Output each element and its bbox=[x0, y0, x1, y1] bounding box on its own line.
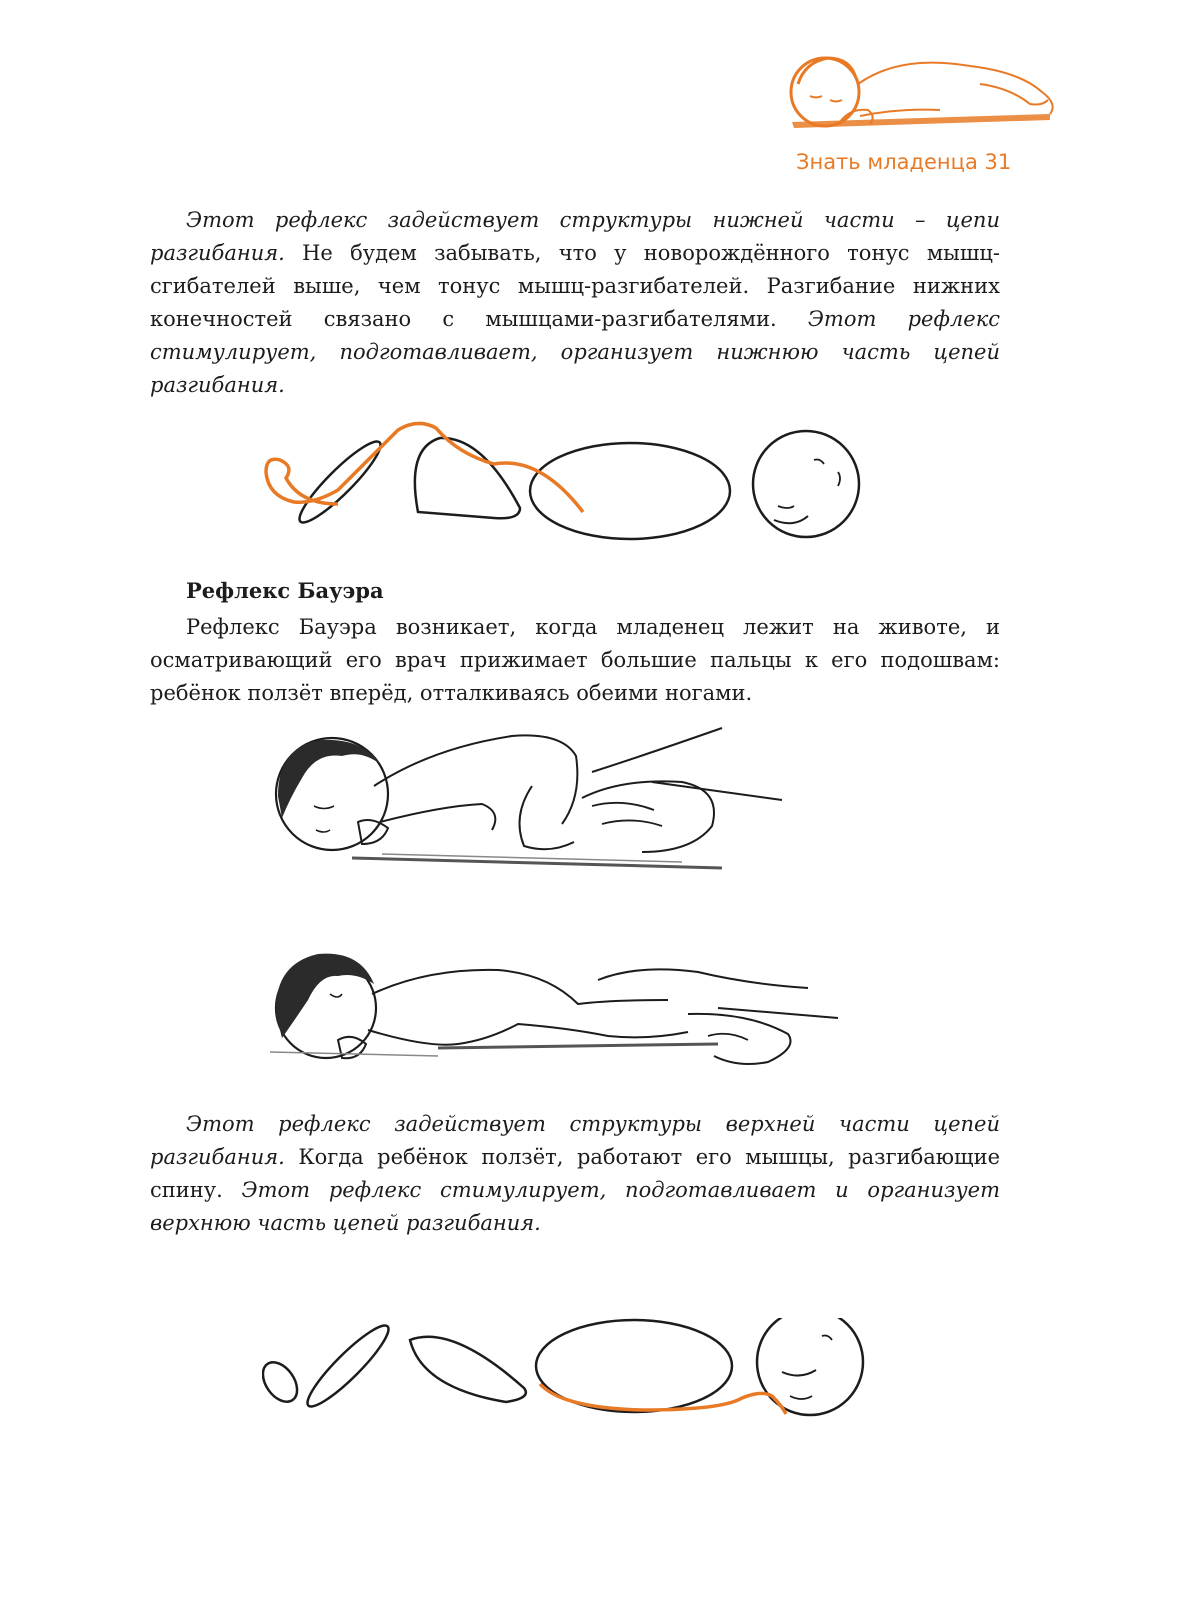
running-title: Знать младенца bbox=[796, 150, 978, 174]
paragraph-3-body: Когда ребёнок ползёт, работают его мышцы, разгибающие спину. bbox=[150, 1145, 1000, 1202]
paragraph-1 bbox=[150, 204, 1000, 402]
paragraph-3 bbox=[150, 1108, 1000, 1240]
section-title: Рефлекс Бауэра bbox=[186, 578, 384, 603]
sleeping-baby-icon bbox=[780, 44, 1110, 144]
bauer-reflex-illustration-2 bbox=[268, 944, 848, 1084]
running-header bbox=[796, 150, 1016, 174]
paragraph-3-italic-lead: Этот рефлекс задействует структуры верхней части цепей разгибания. bbox=[150, 1112, 1000, 1169]
paragraph-1-italic-lead: Этот рефлекс задействует структуры нижней части – цепи разгибания. bbox=[150, 208, 1000, 265]
paragraph-1-body: Не будем забывать, что у новорождённого тонус мышц-сгибателей выше, чем тонус мышц-разгибателей. Разгибание нижних конечностей связано с мышцами-разгибателями. bbox=[150, 241, 1000, 331]
page-number: 31 bbox=[984, 150, 1012, 174]
paragraph-1-italic-tail: Этот рефлекс стимулирует, подготавливает, организует нижнюю часть цепей разгибания. bbox=[150, 307, 1001, 397]
upper-extension-chain-diagram bbox=[262, 1318, 902, 1448]
paragraph-2: Рефлекс Бауэра возникает, когда младенец лежит на животе, и осматривающий его врач прижимает большие пальцы к его подошвам: ребёнок ползёт вперёд, отталкиваясь обеими ногами. bbox=[150, 615, 1000, 705]
paragraph-3-italic-tail: Этот рефлекс стимулирует, подготавливает и организует верхнюю часть цепей разгибания. bbox=[150, 1178, 1000, 1235]
lower-extension-chain-diagram bbox=[258, 420, 898, 550]
bauer-reflex-illustration-1 bbox=[262, 726, 802, 876]
